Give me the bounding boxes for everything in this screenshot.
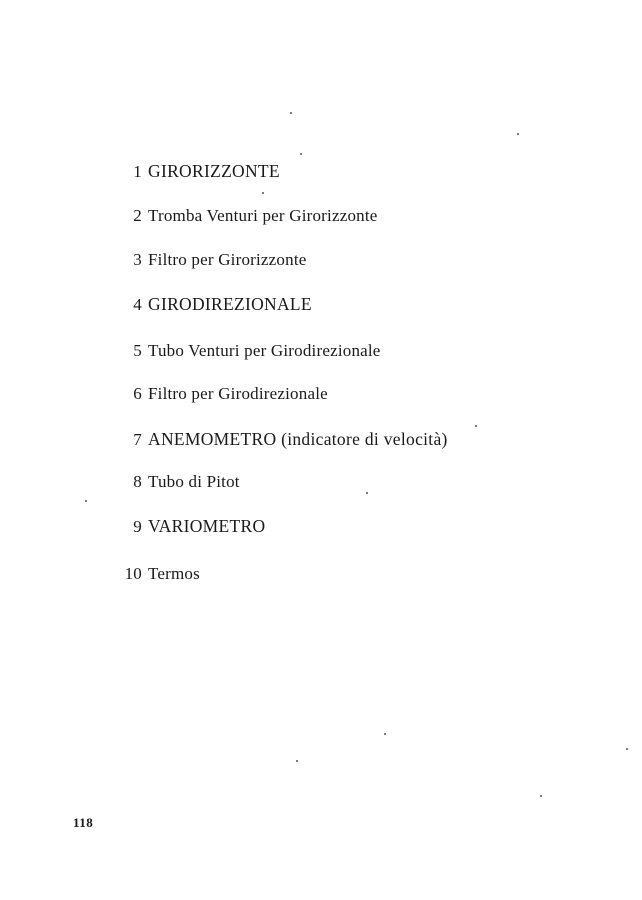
legend-item-number: 6	[133, 384, 142, 403]
legend-item-label: VARIOMETRO	[148, 516, 266, 536]
scan-speck	[517, 133, 519, 135]
legend-item-number: 5	[133, 341, 142, 360]
legend-item	[0, 204, 378, 228]
scan-speck	[300, 153, 302, 155]
legend-item-label: Tubo Venturi per Girodirezionale	[148, 341, 381, 360]
legend-item-number: 1	[133, 162, 142, 181]
legend-item-number: 9	[133, 517, 142, 536]
legend-item-label: GIRORIZZONTE	[148, 161, 280, 181]
legend-item	[0, 562, 200, 586]
scan-speck	[85, 500, 87, 502]
legend-item	[0, 382, 328, 406]
legend-item-label: Filtro per Girodirezionale	[148, 384, 328, 403]
legend-item	[0, 514, 265, 538]
legend-item-number: 8	[133, 472, 142, 491]
scan-speck	[366, 492, 368, 494]
page-number: 118	[73, 815, 94, 830]
legend-item	[0, 159, 280, 183]
legend-item-label: ANEMOMETRO (indicatore di velocità)	[148, 429, 448, 449]
scan-speck	[290, 112, 292, 114]
scan-speck	[384, 733, 386, 735]
legend-item-label: Filtro per Girorizzonte	[148, 250, 307, 269]
legend-item-number: 3	[133, 250, 142, 269]
scan-speck	[262, 192, 264, 194]
legend-item-number: 2	[133, 206, 142, 225]
scan-speck	[540, 795, 542, 797]
legend-item	[0, 427, 448, 451]
legend-item-number: 4	[133, 295, 142, 314]
legend-item	[0, 292, 312, 316]
legend-item-label: Termos	[148, 564, 200, 583]
legend-item-label: Tubo di Pitot	[148, 472, 240, 491]
scan-speck	[626, 748, 628, 750]
legend-item	[0, 248, 307, 272]
legend-item-number: 7	[133, 430, 142, 449]
legend-item-label: GIRODIREZIONALE	[148, 294, 312, 314]
legend-item-number: 10	[124, 564, 142, 583]
legend-item-label: Tromba Venturi per Girorizzonte	[148, 206, 378, 225]
legend-item	[0, 470, 240, 494]
scan-speck	[296, 760, 298, 762]
scan-speck	[475, 425, 477, 427]
legend-item	[0, 339, 381, 363]
